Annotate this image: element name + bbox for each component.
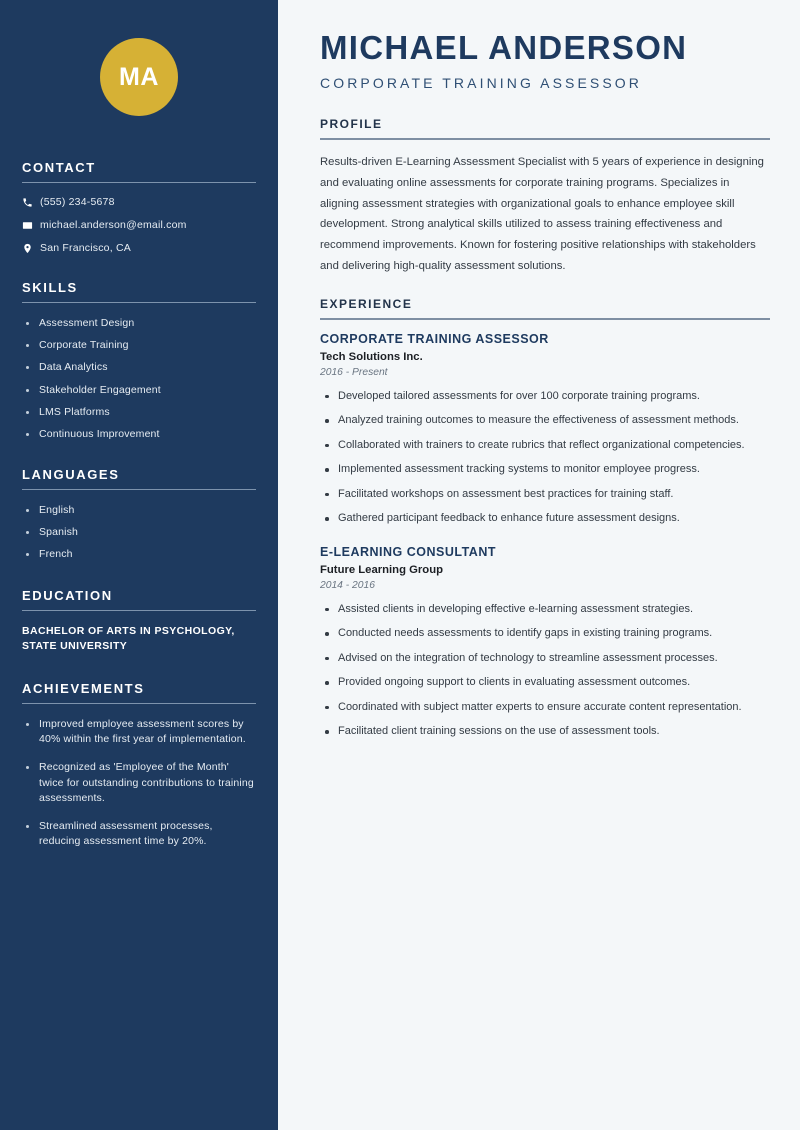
experience-bullet-list: [320, 388, 770, 527]
phone-icon: [22, 197, 40, 208]
list-item: French: [22, 547, 256, 561]
list-item: Coordinated with subject matter experts to ensure accurate content representation.: [320, 699, 770, 716]
contact-email-value: michael.anderson@email.com: [40, 219, 187, 231]
skills-divider: [22, 302, 256, 303]
list-item: Recognized as 'Employee of the Month' twice for outstanding contributions to training assessments.: [22, 760, 256, 806]
list-item: LMS Platforms: [22, 405, 256, 419]
languages-divider: [22, 489, 256, 490]
skills-section: [22, 280, 256, 441]
experience-entry: [320, 545, 770, 740]
list-item: Conducted needs assessments to identify gaps in existing training programs.: [320, 625, 770, 642]
achievements-heading: ACHIEVEMENTS: [22, 681, 145, 697]
achievements-section: [22, 681, 256, 850]
avatar: MA: [100, 38, 178, 116]
experience-job-title: E-LEARNING CONSULTANT: [320, 544, 496, 559]
languages-section: [22, 467, 256, 562]
contact-row-phone: [22, 196, 256, 208]
list-item: Spanish: [22, 525, 256, 539]
page-title: MICHAEL ANDERSON: [320, 29, 688, 66]
list-item: Gathered participant feedback to enhance future assessment designs.: [320, 510, 770, 527]
list-item: Analyzed training outcomes to measure the effectiveness of assessment methods.: [320, 412, 770, 429]
list-item: Continuous Improvement: [22, 427, 256, 441]
contact-heading: CONTACT: [22, 160, 96, 175]
contact-section: [22, 160, 256, 254]
profile-section: [320, 117, 770, 277]
contact-row-location: [22, 242, 256, 254]
education-divider: [22, 610, 256, 611]
profile-text: Results-driven E-Learning Assessment Specialist with 5 years of experience in designing and evaluating online assessments for corporate training programs. Specializes in aligning assessment strategies with organizational goals to enhance employee skill development. Strong analytical skills utilized to assess training effectiveness and recommend improvements. Known for fostering positive relationships with stakeholders and delivering high-quality assessment solutions.: [320, 155, 764, 273]
avatar-container: [22, 0, 256, 160]
experience-entry: [320, 332, 770, 527]
languages-list: [22, 503, 256, 562]
envelope-icon: [22, 220, 40, 231]
experience-bullet-list: [320, 601, 770, 740]
contact-phone-value: (555) 234-5678: [40, 196, 115, 208]
profile-heading: PROFILE: [320, 117, 383, 132]
achievements-divider: [22, 703, 256, 704]
main-content: [290, 0, 800, 1130]
contact-location-value: San Francisco, CA: [40, 242, 131, 254]
sidebar-main-gap: [278, 0, 290, 1130]
experience-dates: 2014 - 2016: [320, 579, 375, 591]
experience-job-title: CORPORATE TRAINING ASSESSOR: [320, 331, 549, 346]
list-item: Collaborated with trainers to create rubrics that reflect organizational competencies.: [320, 437, 770, 454]
contact-divider: [22, 182, 256, 183]
list-item: Provided ongoing support to clients in evaluating assessment outcomes.: [320, 674, 770, 691]
experience-dates: 2016 - Present: [320, 366, 388, 378]
education-entry: BACHELOR OF ARTS IN PSYCHOLOGY, STATE UNIVERSITY: [22, 624, 235, 653]
list-item: Stakeholder Engagement: [22, 383, 256, 397]
experience-company: Future Learning Group: [320, 563, 444, 576]
experience-company: Tech Solutions Inc.: [320, 350, 423, 363]
list-item: Advised on the integration of technology to streamline assessment processes.: [320, 650, 770, 667]
list-item: Streamlined assessment processes, reducing assessment time by 20%.: [22, 819, 256, 849]
experience-section: [320, 297, 770, 740]
profile-divider: [320, 138, 770, 140]
list-item: Implemented assessment tracking systems to monitor employee progress.: [320, 461, 770, 478]
list-item: Developed tailored assessments for over 100 corporate training programs.: [320, 388, 770, 405]
education-heading: EDUCATION: [22, 587, 113, 603]
job-subtitle: CORPORATE TRAINING ASSESSOR: [320, 75, 643, 92]
list-item: English: [22, 503, 256, 517]
skills-heading: SKILLS: [22, 280, 78, 295]
list-item: Improved employee assessment scores by 40% within the first year of implementation.: [22, 717, 256, 747]
contact-row-email: [22, 219, 256, 231]
education-section: [22, 588, 256, 656]
skills-list: [22, 316, 256, 441]
list-item: Facilitated workshops on assessment best practices for training staff.: [320, 486, 770, 503]
languages-heading: LANGUAGES: [22, 467, 120, 483]
experience-divider: [320, 318, 770, 320]
list-item: Facilitated client training sessions on the use of assessment tools.: [320, 723, 770, 740]
list-item: Data Analytics: [22, 360, 256, 374]
experience-heading: EXPERIENCE: [320, 297, 413, 312]
list-item: Assessment Design: [22, 316, 256, 330]
list-item: Assisted clients in developing effective e-learning assessment strategies.: [320, 601, 770, 618]
achievements-list: [22, 717, 256, 850]
list-item: Corporate Training: [22, 338, 256, 352]
location-pin-icon: [22, 243, 40, 254]
sidebar: [0, 0, 278, 1130]
